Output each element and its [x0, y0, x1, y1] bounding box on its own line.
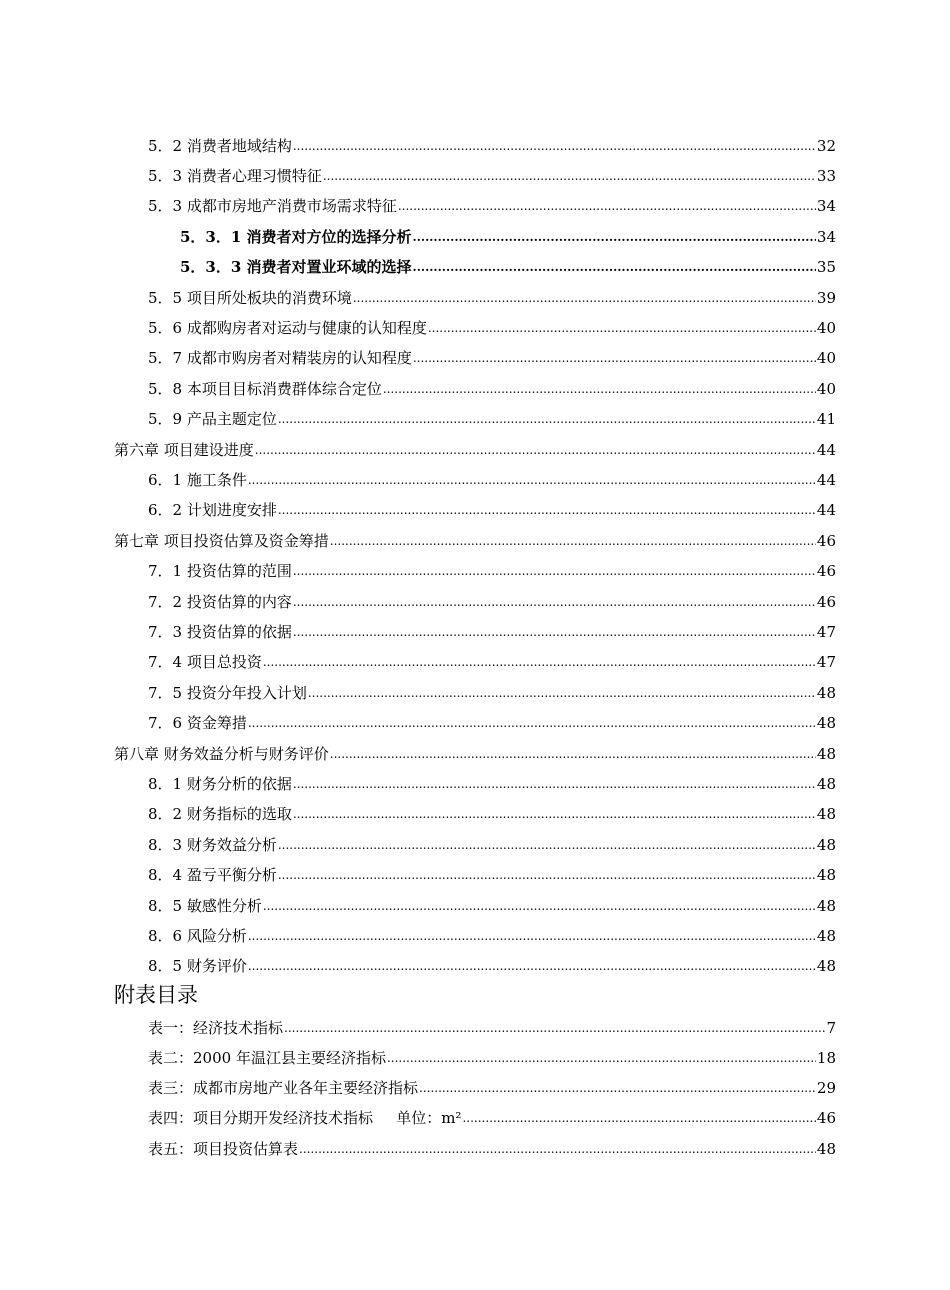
- dot-leader: [248, 713, 816, 733]
- toc-page-number: 48: [816, 836, 836, 854]
- toc-label: 8．6 风险分析: [148, 927, 247, 945]
- toc-label: 第六章 项目建设进度: [114, 441, 254, 459]
- dot-leader: [278, 409, 816, 429]
- toc-entry[interactable]: [148, 186, 836, 216]
- toc-entry[interactable]: [148, 794, 836, 824]
- toc-label: 5．3．1 消费者对方位的选择分析: [180, 228, 412, 246]
- toc-chapter-entry[interactable]: [114, 430, 836, 460]
- toc-entry[interactable]: [148, 886, 836, 916]
- dot-leader: [263, 896, 816, 916]
- toc-page-number: 48: [816, 927, 836, 945]
- dot-leader: [330, 531, 816, 551]
- appendix-entry[interactable]: [148, 1098, 836, 1128]
- toc-page-number: 48: [816, 714, 836, 732]
- toc-page-number: 39: [816, 289, 836, 307]
- toc-label: 7．3 投资估算的依据: [148, 623, 292, 641]
- toc-label: 5．3 成都市房地产消费市场需求特征: [148, 197, 397, 215]
- toc-label: 5．9 产品主题定位: [148, 410, 277, 428]
- toc-page-number: 34: [816, 228, 836, 246]
- toc-entry[interactable]: [148, 338, 836, 368]
- toc-entry[interactable]: [180, 247, 836, 277]
- dot-leader: [293, 592, 816, 612]
- toc-entry[interactable]: [148, 582, 836, 612]
- dot-leader: [293, 561, 816, 581]
- dot-leader: [462, 1108, 815, 1128]
- toc-entry[interactable]: [148, 764, 836, 794]
- toc-page-number: 34: [816, 197, 836, 215]
- toc-entry[interactable]: [148, 642, 836, 672]
- toc-page-number: 40: [816, 319, 836, 337]
- appendix-label: 表一：经济技术指标: [148, 1019, 284, 1037]
- appendix-entry[interactable]: [148, 1129, 836, 1159]
- toc-page-number: 41: [816, 410, 836, 428]
- toc-label: 7．1 投资估算的范围: [148, 562, 292, 580]
- dot-leader: [428, 318, 816, 338]
- toc-entry[interactable]: [148, 946, 836, 976]
- toc-entry[interactable]: [148, 156, 836, 186]
- toc-entry[interactable]: [148, 460, 836, 490]
- dot-leader: [330, 744, 816, 764]
- dot-leader: [323, 166, 816, 186]
- toc-page-number: 32: [816, 137, 836, 155]
- dot-leader: [248, 926, 816, 946]
- dot-leader: [255, 440, 816, 460]
- toc-label: 8．1 财务分析的依据: [148, 775, 292, 793]
- toc-entry[interactable]: [148, 825, 836, 855]
- toc-page-number: 46: [816, 562, 836, 580]
- dot-leader: [387, 1048, 816, 1068]
- toc-entry[interactable]: [148, 278, 836, 308]
- appendix-page-number: 29: [816, 1079, 836, 1097]
- toc-page-number: 35: [816, 258, 836, 276]
- toc-entry[interactable]: [148, 126, 836, 156]
- toc-label: 6．1 施工条件: [148, 471, 247, 489]
- toc-label: 7．6 资金筹措: [148, 714, 247, 732]
- dot-leader: [263, 652, 816, 672]
- appendix-entry[interactable]: [148, 1068, 836, 1098]
- dot-leader: [398, 196, 816, 216]
- toc-page-number: 48: [816, 866, 836, 884]
- toc-label: 5．6 成都购房者对运动与健康的认知程度: [148, 319, 427, 337]
- toc-label: 5．2 消费者地域结构: [148, 137, 292, 155]
- toc-page-number: 48: [816, 957, 836, 975]
- toc-entry[interactable]: [148, 673, 836, 703]
- toc-page-number: 48: [816, 897, 836, 915]
- toc-page-number: 33: [816, 167, 836, 185]
- appendix-unit: 单位：m²: [396, 1109, 462, 1127]
- toc-label: 第七章 项目投资估算及资金筹措: [114, 532, 329, 550]
- toc-entry[interactable]: [148, 308, 836, 338]
- dot-leader: [278, 500, 816, 520]
- toc-page-number: 46: [816, 532, 836, 550]
- toc-label: 8．4 盈亏平衡分析: [148, 866, 277, 884]
- toc-entry[interactable]: [148, 399, 836, 429]
- toc-page-number: 40: [816, 349, 836, 367]
- toc-chapter-entry[interactable]: [114, 521, 836, 551]
- toc-page-number: 47: [816, 623, 836, 641]
- toc-entry[interactable]: [148, 916, 836, 946]
- toc-page-number: 44: [816, 471, 836, 489]
- dot-leader: [293, 774, 816, 794]
- dot-leader: [293, 136, 816, 156]
- dot-leader: [413, 348, 816, 368]
- toc-page-number: 48: [816, 684, 836, 702]
- toc-label: 6．2 计划进度安排: [148, 501, 277, 519]
- toc-label: 5．7 成都市购房者对精装房的认知程度: [148, 349, 412, 367]
- dot-leader: [278, 835, 816, 855]
- appendix-entry[interactable]: [148, 1038, 836, 1068]
- toc-entry[interactable]: [180, 217, 836, 247]
- toc-page-number: 44: [816, 441, 836, 459]
- dot-leader: [293, 622, 816, 642]
- toc-label: 8．5 财务评价: [148, 957, 247, 975]
- toc-entry[interactable]: [148, 490, 836, 520]
- dot-leader: [284, 1018, 825, 1038]
- appendix-label: 表五：项目投资估算表: [148, 1140, 299, 1158]
- toc-page-number: 46: [816, 593, 836, 611]
- toc-label: 第八章 财务效益分析与财务评价: [114, 745, 329, 763]
- dot-leader: [308, 683, 816, 703]
- toc-page-number: 48: [816, 775, 836, 793]
- toc-label: 7．2 投资估算的内容: [148, 593, 292, 611]
- appendix-label: 表四：项目分期开发经济技术指标: [148, 1109, 374, 1127]
- toc-page-number: 47: [816, 653, 836, 671]
- appendix-label: 表二：2000 年温江县主要经济指标: [148, 1049, 386, 1067]
- appendix-page-number: 46: [816, 1109, 836, 1127]
- toc-page-number: 40: [816, 380, 836, 398]
- dot-leader: [383, 379, 816, 399]
- appendix-entry[interactable]: [148, 1008, 836, 1038]
- toc-label: 8．2 财务指标的选取: [148, 805, 292, 823]
- toc-entry[interactable]: [148, 612, 836, 642]
- toc-label: 8．3 财务效益分析: [148, 836, 277, 854]
- appendix-label: 表三：成都市房地产业各年主要经济指标: [148, 1079, 419, 1097]
- toc-chapter-entry[interactable]: [114, 734, 836, 764]
- toc-label: 7．4 项目总投资: [148, 653, 262, 671]
- toc-label: 5．8 本项目目标消费群体综合定位: [148, 380, 382, 398]
- dot-leader: [248, 470, 816, 490]
- toc-entry[interactable]: [148, 855, 836, 885]
- dot-leader: [248, 956, 816, 976]
- dot-leader: [353, 288, 816, 308]
- appendix-page-number: 7: [826, 1019, 836, 1037]
- dot-leader: [419, 1078, 816, 1098]
- dot-leader: [413, 257, 816, 277]
- appendix-page-number: 18: [816, 1049, 836, 1067]
- dot-leader: [293, 804, 816, 824]
- toc-page-number: 44: [816, 501, 836, 519]
- toc-label: 5．3．3 消费者对置业环域的选择: [180, 258, 412, 276]
- toc-page-number: 48: [816, 745, 836, 763]
- dot-leader: [278, 865, 816, 885]
- toc-entry[interactable]: [148, 551, 836, 581]
- toc-label: 5．3 消费者心理习惯特征: [148, 167, 322, 185]
- toc-label: 8．5 敏感性分析: [148, 897, 262, 915]
- dot-leader: [299, 1139, 816, 1159]
- toc-entry[interactable]: [148, 703, 836, 733]
- appendix-page-number: 48: [816, 1140, 836, 1158]
- toc-page-number: 48: [816, 805, 836, 823]
- toc-label: 7．5 投资分年投入计划: [148, 684, 307, 702]
- toc-label: 5．5 项目所处板块的消费环境: [148, 289, 352, 307]
- toc-entry[interactable]: [148, 369, 836, 399]
- dot-leader: [413, 227, 816, 247]
- appendix-title: 附表目录: [114, 983, 198, 1007]
